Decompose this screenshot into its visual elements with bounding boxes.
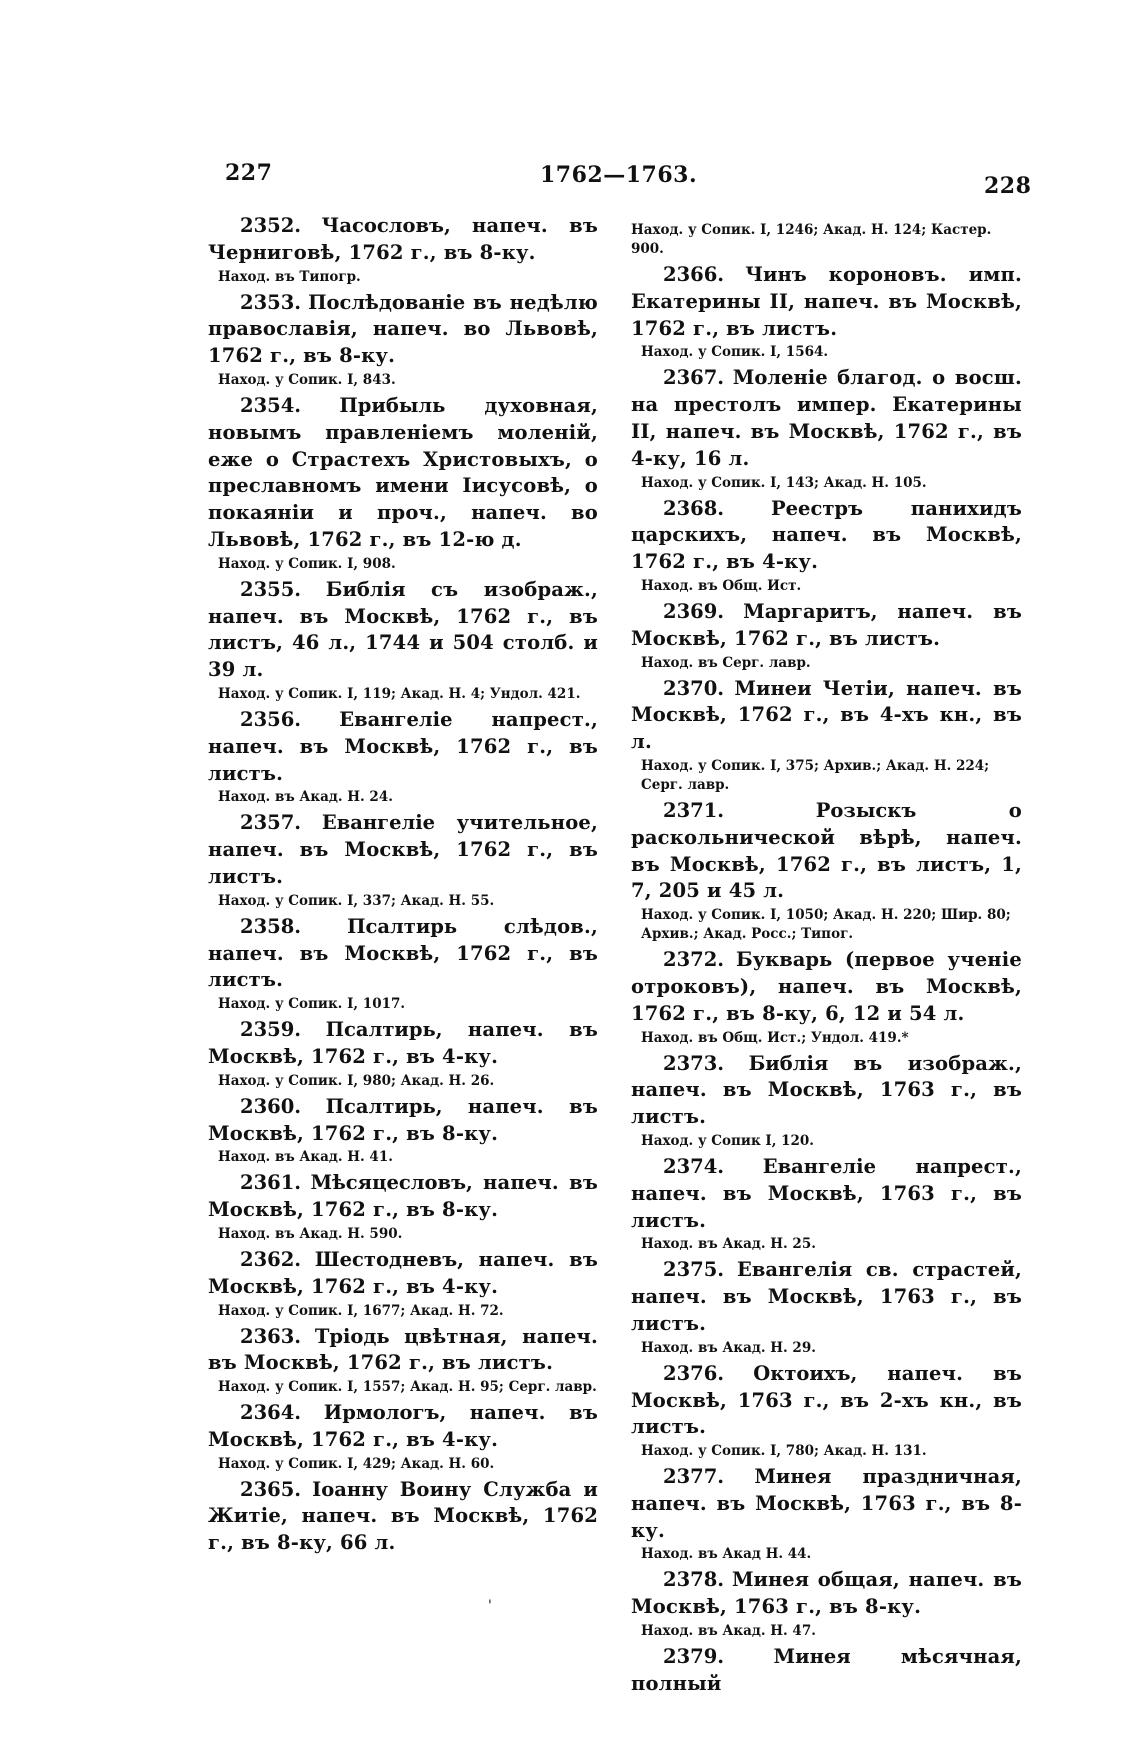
entry-number: 2359. — [240, 1018, 302, 1042]
entry-number: 2365. — [240, 1477, 302, 1501]
entry-description: Воину Служба и Житіе, напеч. въ Москвѣ, 1762 г., въ 8-ку, 66 л. — [208, 1477, 598, 1555]
entry-location: Наход. у Сопик. I, 780; Акад. Н. 131. — [641, 1443, 927, 1460]
catalog-entry — [631, 1644, 1022, 1698]
entry-location: Наход. въ Акад. Н. 47. — [641, 1623, 816, 1640]
entry-description: напеч. въ Москвѣ, 1762 г., въ 8-ку. — [208, 1094, 599, 1145]
catalog-entry — [631, 599, 1022, 673]
catalog-entry — [208, 1017, 598, 1091]
entry-number: 2354. — [240, 393, 302, 417]
entry-location: Наход. въ Акад. Н. 24. — [218, 789, 393, 806]
entry-number: 2362. — [240, 1247, 302, 1271]
catalog-entry — [208, 1094, 598, 1168]
entry-title: Чинъ — [745, 263, 807, 286]
catalog-entry — [631, 947, 1022, 1047]
catalog-entry — [631, 1257, 1022, 1357]
left-page-number: 227 — [225, 160, 273, 186]
entry-title: Моленіе — [732, 366, 828, 390]
entry-location: Наход. у Сопик. I, 1050; Акад. Н. 220; Шир. 80; Архив.; Акад. Росс.; Типог. — [641, 907, 1011, 943]
entry-location: Наход. у Сопик. I, 337; Акад. Н. 55. — [218, 892, 495, 909]
entry-location: Наход. въ Общ. Ист.; Ундол. 419.* — [641, 1029, 909, 1046]
entry-title: Букварь — [735, 948, 833, 972]
entry-description: общая, напеч. въ Москвѣ, 1763 г., въ 8-ку. — [631, 1568, 1022, 1619]
entry-number: 2355. — [240, 577, 302, 601]
entry-number: 2372. — [663, 948, 725, 972]
entry-location: Наход. у Сопик. I, 1677; Акад. Н. 72. — [218, 1302, 504, 1319]
left-column — [208, 213, 598, 1557]
running-title-years: 1762—1763. — [540, 162, 698, 188]
entry-description: духовная, новымъ правленіемъ моленій, еже о Страстехъ Христовыхъ, о преславномъ имени Іисусовѣ, о покаяніи и проч., напеч. во Львовѣ, 1762 г., въ 12-ю д. — [208, 393, 598, 551]
entry-number: 2358. — [240, 914, 302, 938]
entry-location: Наход. въ Серг. лавр. — [641, 654, 811, 671]
entry-description: напеч. въ Москвѣ, 1763 г., въ 2-хъ кн., въ листъ. — [631, 1361, 1022, 1439]
entry-description: напеч. въ Москвѣ, 1762 г., въ 4-ку. — [208, 1401, 599, 1451]
entry-number: 2353. — [240, 290, 302, 314]
entry-location: Наход. въ Акад Н. 44. — [641, 1546, 812, 1563]
entry-location: Наход. въ Акад. Н. 590. — [218, 1225, 403, 1242]
right-column — [631, 220, 1022, 1698]
continued-location-note: Наход. у Сопик. I, 1246; Акад. Н. 124; Кастер. 900. — [631, 222, 992, 257]
entry-description: напеч. въ Черниговѣ, 1762 г., въ 8-ку. — [208, 214, 598, 264]
entry-title: Розыскъ — [815, 798, 917, 822]
entry-description: слѣдов., напеч. въ Москвѣ, 1762 г., въ листъ. — [208, 914, 598, 992]
catalog-entry — [208, 213, 598, 287]
entry-description: цвѣтная, напеч. въ Москвѣ, 1762 г., въ листъ. — [208, 1324, 599, 1375]
entry-number: 2368. — [663, 496, 725, 520]
entry-title: Библія — [325, 577, 406, 601]
entry-description: съ изображ., напеч. въ Москвѣ, 1762 г., въ листъ, 46 л., 1744 и 504 столб. и 39 л. — [208, 577, 599, 682]
catalog-entry — [208, 290, 598, 390]
entry-number: 2375. — [663, 1258, 725, 1282]
entry-title: Минеи — [734, 676, 812, 700]
catalog-entry — [208, 1400, 598, 1474]
entry-number: 2364. — [240, 1401, 302, 1425]
entry-location: Наход. въ Общ. Ист. — [641, 577, 802, 594]
entry-title: Евангеліе — [339, 707, 453, 731]
catalog-entry — [208, 393, 598, 574]
catalog-entry — [631, 1464, 1022, 1564]
stray-print-mark: ' — [488, 1598, 492, 1614]
entry-title: Октоихъ, — [753, 1361, 858, 1385]
catalog-entry — [631, 1361, 1022, 1461]
entry-description: праздничная, напеч. въ Москвѣ, 1763 г., въ 8-ку. — [631, 1465, 1023, 1542]
entry-location: Наход. въ Акад. Н. 25. — [641, 1236, 816, 1253]
entry-number: 2370. — [663, 676, 725, 700]
entry-number: 2356. — [240, 707, 302, 731]
entry-description: мѣсячная, полный — [631, 1645, 1022, 1695]
catalog-entry — [208, 577, 598, 704]
entry-number: 2376. — [663, 1361, 725, 1385]
entry-description: о раскольнической вѣрѣ, напеч. въ Москвѣ, 1762 г., въ листъ, 1, 7, 205 и 45 л. — [631, 798, 1022, 903]
entry-number: 2374. — [663, 1154, 725, 1178]
entry-title: Псалтирь — [347, 914, 458, 938]
entry-description: напеч. въ Москвѣ, 1762 г., въ 4-ку. — [208, 1247, 598, 1298]
entry-title: Минея — [731, 1568, 810, 1592]
catalog-entry — [631, 1051, 1022, 1151]
entry-title: Реестръ — [770, 496, 864, 520]
entry-location: Наход. въ Акад. Н. 29. — [641, 1339, 816, 1356]
catalog-entry — [631, 262, 1022, 362]
catalog-entry — [208, 1477, 598, 1557]
entry-number: 2363. — [240, 1324, 302, 1348]
entry-number: 2357. — [240, 811, 302, 835]
entry-description: напрест., напеч. въ Москвѣ, 1762 г., въ листъ. — [208, 707, 598, 785]
entry-location: Наход. у Сопик. I, 429; Акад. Н. 60. — [218, 1455, 495, 1472]
entry-description: панихидъ царскихъ, напеч. въ Москвѣ, 1762 г., въ 4-ку. — [631, 496, 1023, 574]
entry-number: 2367. — [663, 366, 725, 390]
entry-title: Минея — [754, 1465, 832, 1489]
entry-number: 2352. — [240, 214, 302, 237]
entry-title: Минея — [773, 1645, 851, 1669]
entry-title: Шестодневъ, — [314, 1247, 464, 1271]
entry-location: Наход. у Сопик. I, 1557; Акад. Н. 95; Серг. лавр. — [218, 1379, 597, 1396]
entry-description: напеч. въ Москвѣ, 1762 г., въ 8-ку. — [208, 1171, 599, 1222]
entry-number: 2360. — [240, 1094, 302, 1118]
entry-title: Ирмологъ, — [323, 1401, 447, 1425]
entry-description: короновъ. имп. Екатерины II, напеч. въ Москвѣ, 1762 г., въ листъ. — [631, 263, 1022, 340]
entry-title: Библія — [748, 1051, 829, 1075]
catalog-entry — [631, 365, 1022, 492]
entry-description: напеч. въ Москвѣ, 1762 г., въ листъ. — [631, 599, 1022, 650]
entry-number: 2371. — [663, 798, 725, 822]
entry-title: Прибыль — [339, 393, 446, 417]
entry-location: Наход. въ Акад. Н. 41. — [218, 1149, 393, 1166]
entry-description: въ изображ., напеч. въ Москвѣ, 1763 г., въ листъ. — [631, 1051, 1022, 1129]
entry-title: Маргаритъ, — [743, 599, 878, 623]
entry-description: благод. о восш. на престолъ импер. Екатерины II, напеч. въ Москвѣ, 1762 г., въ 4-ку, 16 л. — [631, 366, 1022, 470]
entry-location: Наход. въ Типогр. — [218, 268, 361, 285]
catalog-entry — [208, 1170, 598, 1244]
entry-title: Іоанну — [312, 1477, 388, 1501]
entry-title: Псалтирь, — [325, 1094, 443, 1118]
entry-title: Послѣдованіе — [308, 290, 466, 314]
catalog-entry — [208, 914, 598, 1014]
entry-location: Наход. у Сопик. I, 843. — [218, 371, 396, 388]
entry-title: Часословъ, — [321, 214, 451, 237]
entry-number: 2378. — [663, 1568, 725, 1592]
entry-number: 2373. — [663, 1051, 725, 1075]
entry-location: Наход. у Сопик. I, 908. — [218, 555, 396, 572]
entry-location: Наход. у Сопик. I, 119; Акад. Н. 4; Ундол. 421. — [218, 685, 581, 702]
catalog-entry — [631, 798, 1022, 944]
entry-number: 2361. — [240, 1171, 302, 1195]
catalog-entry — [208, 1324, 598, 1398]
right-page-number: 228 — [984, 173, 1032, 199]
entry-description: Четіи, напеч. въ Москвѣ, 1762 г., въ 4-хъ кн., въ л. — [631, 676, 1022, 754]
entry-number: 2366. — [663, 263, 725, 286]
entry-description: учительное, напеч. въ Москвѣ, 1762 г., въ листъ. — [208, 811, 598, 888]
entry-description: св. страстей, напеч. въ Москвѣ, 1763 г., въ листъ. — [631, 1258, 1022, 1335]
entry-location: Наход. у Сопик. I, 1564. — [641, 344, 829, 361]
entry-description: (первое ученіе отроковъ), напеч. въ Москвѣ, 1762 г., въ 8-ку, 6, 12 и 54 л. — [631, 948, 1022, 1025]
catalog-entry — [208, 707, 598, 807]
entry-description: напеч. въ Москвѣ, 1762 г., въ 4-ку. — [208, 1018, 599, 1068]
entry-number: 2377. — [663, 1465, 725, 1489]
entry-location: Наход. у Сопик. I, 980; Акад. Н. 26. — [218, 1072, 495, 1089]
catalog-entry — [208, 810, 598, 910]
entry-location: Наход. у Сопик. I, 143; Акад. Н. 105. — [641, 474, 927, 491]
entry-description: напрест., напеч. въ Москвѣ, 1763 г., въ листъ. — [631, 1154, 1022, 1232]
entry-title: Тріодь — [314, 1324, 390, 1348]
catalog-entry — [631, 496, 1022, 596]
entry-location: Наход. у Сопик. I, 375; Архив.; Акад. Н. 224; Серг. лавр. — [641, 757, 990, 793]
entry-title: Евангеліе — [762, 1154, 876, 1178]
catalog-entry — [631, 676, 1022, 795]
entry-title: Мѣсяцесловъ, — [310, 1171, 473, 1195]
catalog-entry — [631, 1154, 1022, 1254]
entry-description: въ недѣлю православія, напеч. во Львовѣ, 1762 г., въ 8-ку. — [208, 290, 598, 368]
catalog-entry — [208, 1247, 598, 1321]
entry-title: Псалтирь, — [325, 1018, 443, 1042]
entry-number: 2379. — [663, 1645, 725, 1669]
entry-title: Евангелія — [736, 1258, 853, 1282]
entry-location: Наход. у Сопик I, 120. — [641, 1132, 814, 1149]
entry-title: Евангеліе — [321, 811, 436, 835]
entry-number: 2369. — [663, 599, 725, 623]
catalog-entry — [631, 1567, 1022, 1641]
entry-location: Наход. у Сопик. I, 1017. — [218, 996, 406, 1013]
